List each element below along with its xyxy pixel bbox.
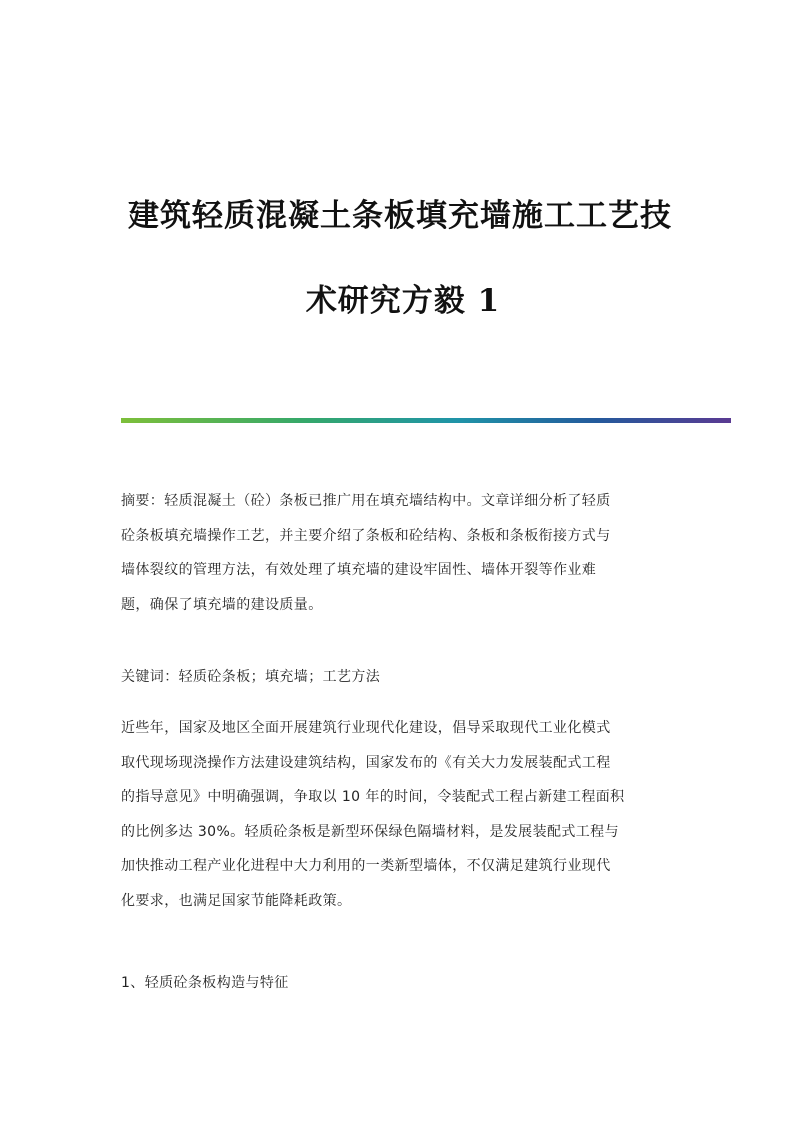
intro-line: 加快推动工程产业化进程中大力利用的一类新型墙体，不仅满足建筑行业现代	[121, 858, 611, 874]
abstract-line: 摘要：轻质混凝土（砼）条板已推广用在填充墙结构中。文章详细分析了轻质	[121, 493, 611, 509]
gradient-divider	[121, 418, 731, 423]
intro-line: 化要求，也满足国家节能降耗政策。	[121, 892, 352, 909]
intro-line: 近些年，国家及地区全面开展建筑行业现代化建设，倡导采取现代工业化模式	[121, 720, 611, 736]
keywords-line: 关键词：轻质砼条板；填充墙；工艺方法	[121, 669, 381, 685]
abstract-line: 砼条板填充墙操作工艺，并主要介绍了条板和砼结构、条板和条板衔接方式与	[121, 527, 611, 544]
section-heading	[121, 966, 681, 1001]
abstract-paragraph	[121, 484, 681, 622]
document-title-line-2: 术研究方毅 1	[305, 283, 501, 319]
document-title-line-1: 建筑轻质混凝土条板填充墙施工工艺技	[128, 198, 672, 234]
abstract-line: 题，确保了填充墙的建设质量。	[121, 596, 323, 613]
intro-line: 的指导意见》中明确强调，争取以 10 年的时间，令装配式工程占新建工程面积	[121, 789, 625, 805]
section-heading-text: 1、轻质砼条板构造与特征	[121, 975, 289, 991]
abstract-line: 墙体裂纹的管理方法，有效处理了填充墙的建设牢固性、墙体开裂等作业难	[121, 562, 597, 578]
intro-line: 取代现场现浇操作方法建设建筑结构，国家发布的《有关大力发展装配式工程	[121, 754, 611, 771]
intro-paragraph	[121, 711, 681, 918]
keywords-paragraph	[121, 660, 681, 695]
intro-line: 的比例多达 30%。轻质砼条板是新型环保绿色隔墙材料，是发展装配式工程与	[121, 823, 619, 840]
